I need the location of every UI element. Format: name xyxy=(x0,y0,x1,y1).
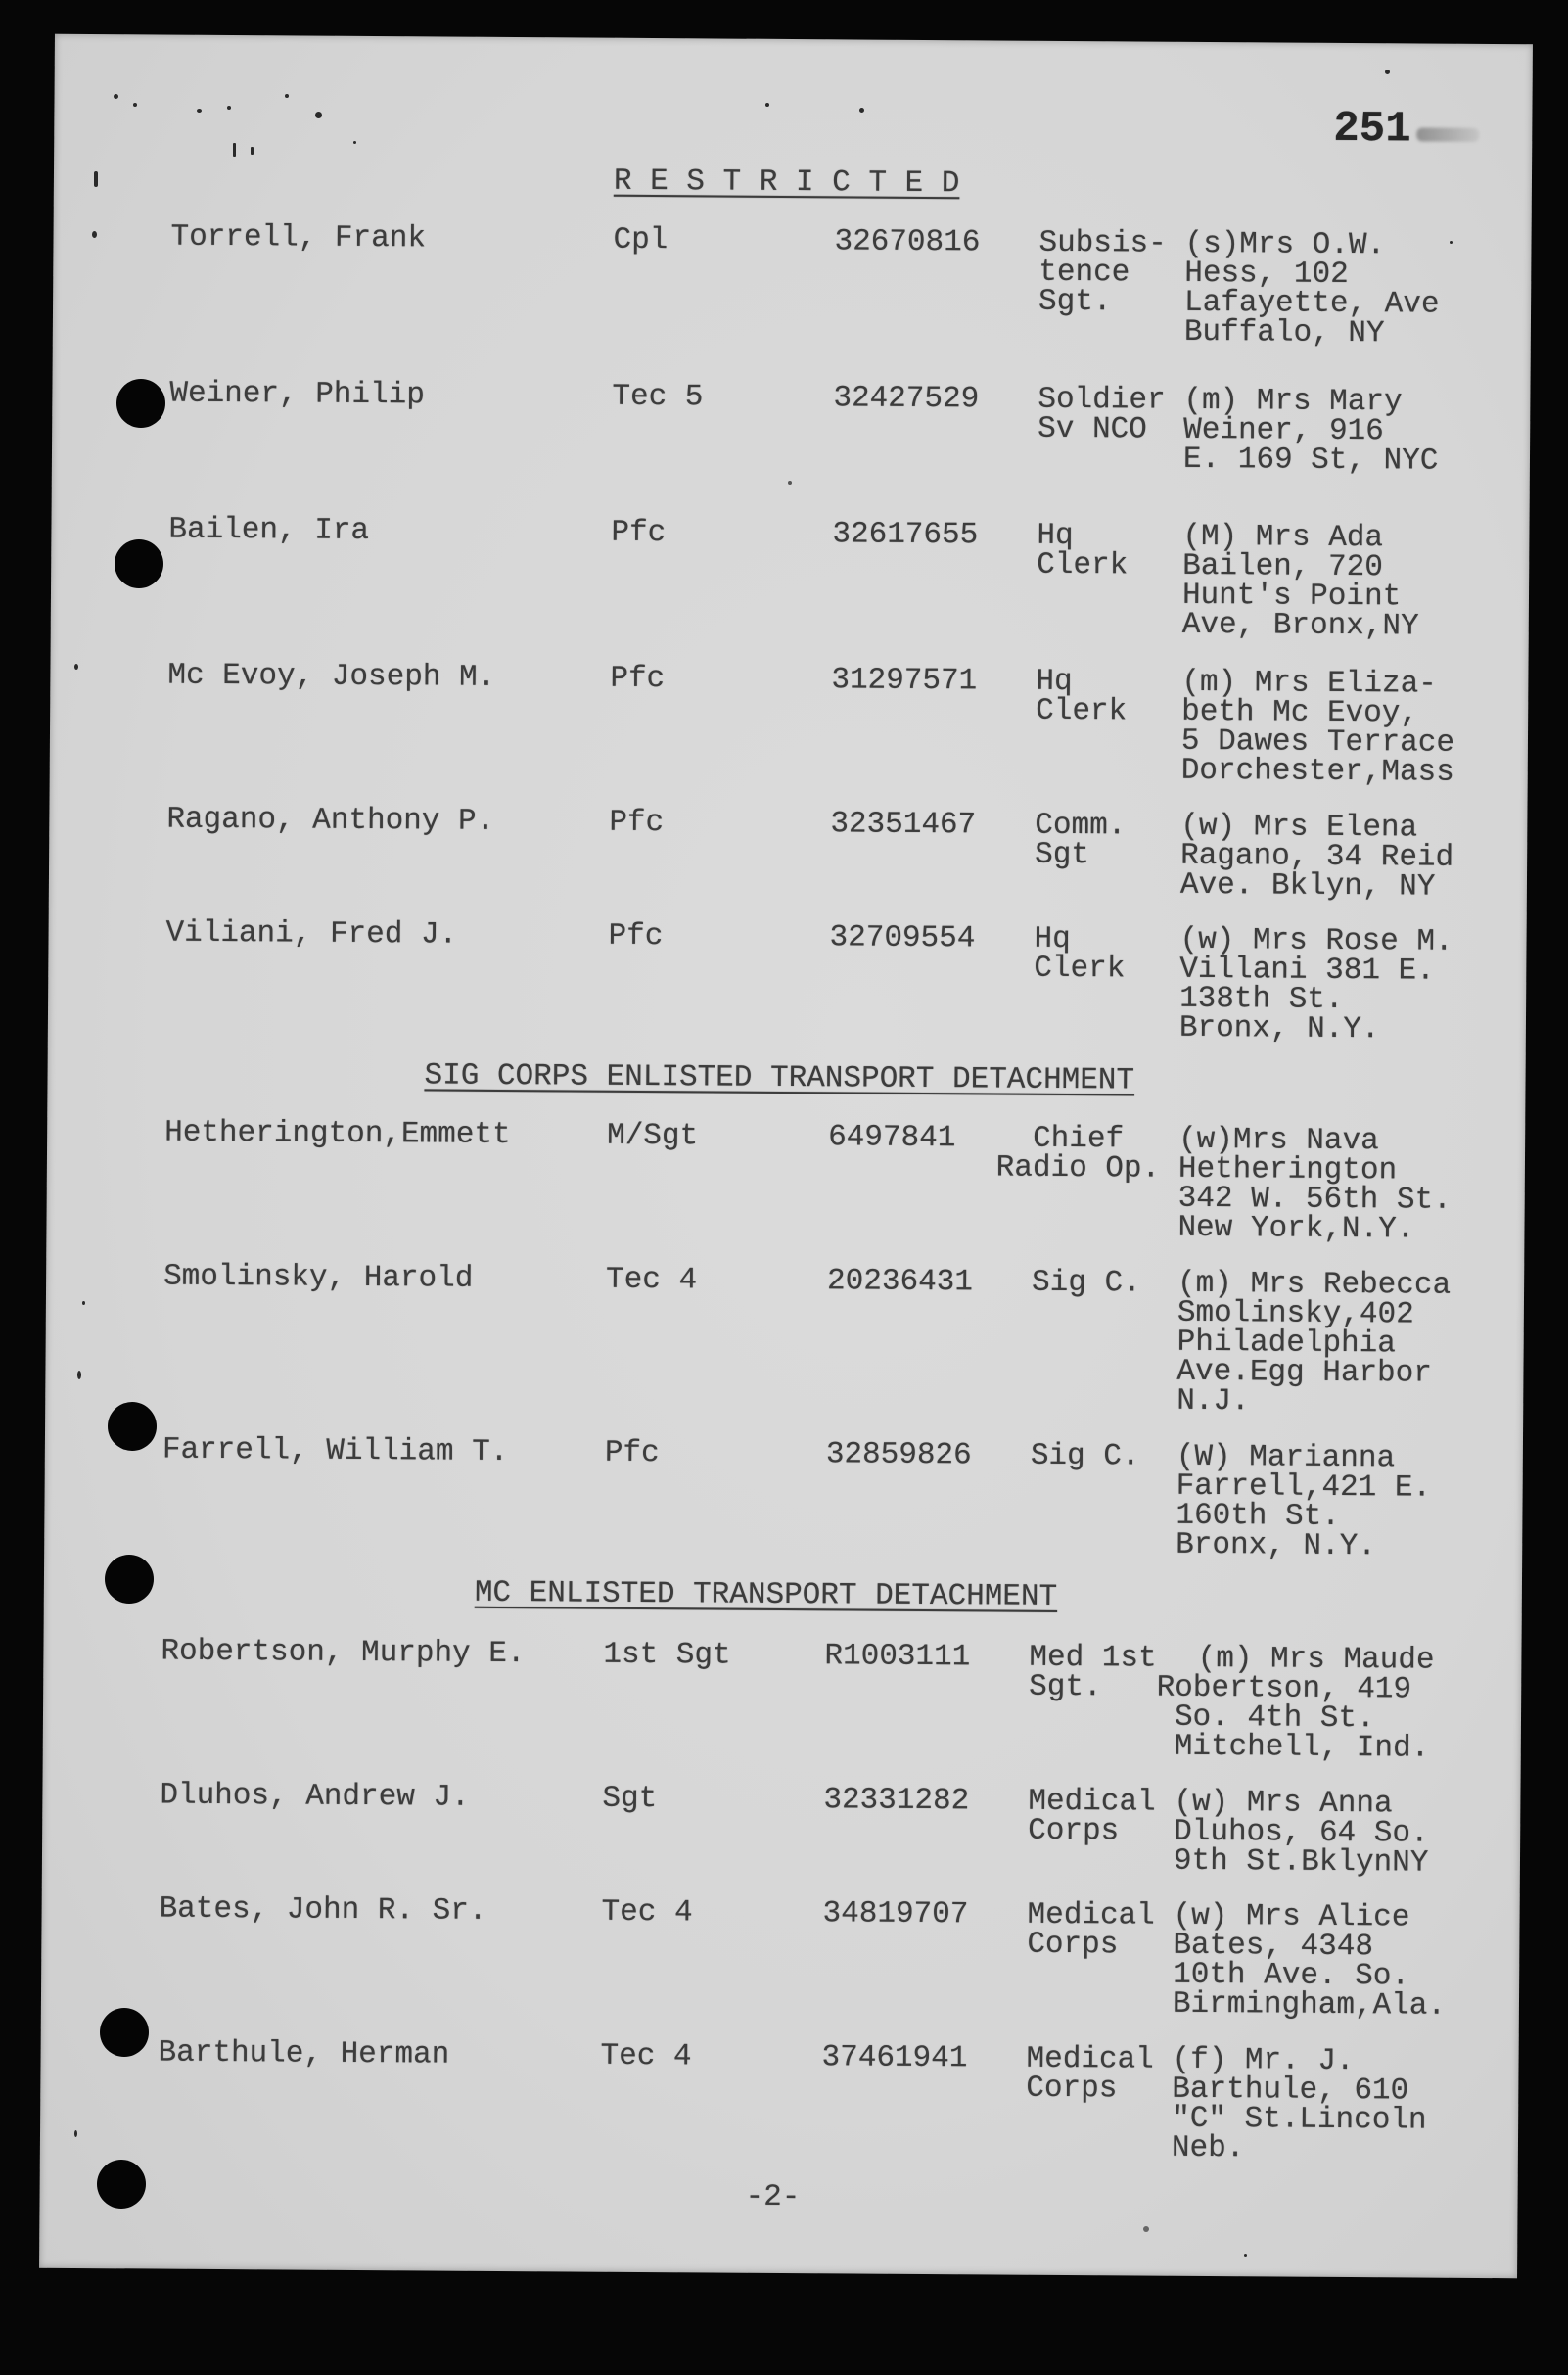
next-of-kin xyxy=(1156,1641,1508,1766)
next-of-kin-line: Dluhos, 64 So. xyxy=(1174,1814,1429,1851)
serial-number: R1003111 xyxy=(824,1639,971,1675)
duty-line: Sig C. xyxy=(1030,1438,1140,1474)
duty-line: Corps xyxy=(1028,1813,1120,1849)
next-of-kin-line: Neb. xyxy=(1171,2130,1245,2166)
next-of-kin-line: N.J. xyxy=(1176,1383,1250,1420)
rank: Pfc xyxy=(610,661,666,697)
roster-row xyxy=(161,1432,1509,1564)
duty-line: Sgt. xyxy=(1038,284,1112,320)
next-of-kin-line: (w) Mrs Rose M. xyxy=(1179,922,1453,959)
duty-assignment xyxy=(1027,1897,1174,2020)
duty-line: Sgt. xyxy=(1029,1669,1102,1705)
next-of-kin-line: Farrell,421 E. xyxy=(1176,1468,1432,1506)
rank: Tec 4 xyxy=(605,1262,698,1298)
roster-row xyxy=(167,658,1515,790)
speck xyxy=(1385,70,1390,74)
rank: Sgt xyxy=(602,1781,658,1817)
page-number: 251 xyxy=(1333,104,1411,155)
classification-heading: R E S T R I C T E D xyxy=(613,163,960,202)
duty-line: Soldier xyxy=(1038,382,1166,418)
speck xyxy=(92,231,97,238)
punch-hole xyxy=(108,1402,157,1451)
speck xyxy=(114,94,118,99)
next-of-kin xyxy=(1181,519,1516,644)
roster-row xyxy=(165,915,1513,1048)
soldier-name: Torrell, Frank xyxy=(170,219,427,256)
serial-number: 34819707 xyxy=(822,1896,969,1933)
soldier-name: Mc Evoy, Joseph M. xyxy=(167,658,496,695)
serial-number: 32427529 xyxy=(833,381,980,417)
next-of-kin-line: Hunt's Point xyxy=(1181,578,1402,615)
speck xyxy=(77,1371,81,1379)
next-of-kin-line: Barthule, 610 xyxy=(1172,2072,1409,2109)
next-of-kin-line: Ave. Bklyn, NY xyxy=(1179,867,1436,905)
roster-row xyxy=(159,1891,1506,2024)
next-of-kin xyxy=(1183,226,1518,351)
rank: Cpl xyxy=(613,222,669,258)
next-of-kin-line: E. 169 St, NYC xyxy=(1182,442,1439,479)
rank: M/Sgt xyxy=(607,1118,699,1154)
soldier-name: Ragano, Anthony P. xyxy=(166,802,495,839)
next-of-kin-line: Mitchell, Ind. xyxy=(1174,1729,1430,1766)
rank: Tec 4 xyxy=(600,2038,692,2074)
next-of-kin-line: So. 4th St. xyxy=(1174,1700,1375,1737)
section-heading: SIG CORPS ENLISTED TRANSPORT DETACHMENT xyxy=(424,1058,1135,1098)
speck xyxy=(197,109,202,113)
rank: Tec 5 xyxy=(612,379,704,415)
next-of-kin-line: 138th St. xyxy=(1179,981,1344,1017)
soldier-name: Dluhos, Andrew J. xyxy=(160,1778,470,1815)
next-of-kin xyxy=(1179,809,1514,905)
serial-number: 32351467 xyxy=(830,807,977,843)
next-of-kin-line: Weiner, 916 xyxy=(1183,412,1384,449)
duty-assignment xyxy=(1038,382,1184,475)
next-of-kin-line: Robertson, 419 xyxy=(1156,1670,1412,1707)
punch-hole xyxy=(100,2008,149,2057)
speck xyxy=(353,141,356,144)
next-of-kin-line: (f) Mr. J. xyxy=(1172,2042,1355,2079)
rank: Pfc xyxy=(604,1435,660,1471)
duty-assignment xyxy=(1038,225,1185,348)
speck xyxy=(94,171,98,187)
next-of-kin-line: 9th St.BklynNY xyxy=(1173,1843,1429,1881)
roster-row xyxy=(162,1259,1510,1420)
speck xyxy=(133,103,137,107)
next-of-kin-line: Buffalo, NY xyxy=(1183,314,1385,351)
next-of-kin-line: Bronx, N.Y. xyxy=(1176,1527,1376,1564)
serial-number: 32331282 xyxy=(823,1783,970,1819)
duty-line: Hq xyxy=(1037,518,1074,554)
speck xyxy=(74,664,78,670)
duty-line: Medical xyxy=(1027,1897,1155,1933)
duty-assignment xyxy=(1031,1265,1177,1417)
rank: Pfc xyxy=(608,918,664,955)
rank: Tec 4 xyxy=(601,1894,693,1931)
duty-assignment xyxy=(1026,2041,1173,2164)
next-of-kin-line: 342 W. 56th St. xyxy=(1177,1181,1452,1218)
next-of-kin xyxy=(1178,922,1513,1048)
duty-assignment xyxy=(995,1121,1178,1243)
soldier-name: Hetherington,Emmett xyxy=(164,1115,511,1153)
duty-line: Clerk xyxy=(1037,547,1129,583)
next-of-kin-line: Bates, 4348 xyxy=(1173,1928,1374,1965)
duty-line: Comm. xyxy=(1035,808,1127,844)
rank: Pfc xyxy=(609,805,665,841)
serial-number: 6497841 xyxy=(828,1120,956,1156)
next-of-kin-line: (s)Mrs O.W. xyxy=(1184,226,1386,263)
next-of-kin-line: Ave, Bronx,NY xyxy=(1181,607,1419,644)
next-of-kin xyxy=(1171,2042,1505,2166)
duty-line: Med 1st xyxy=(1029,1640,1157,1676)
roster-row xyxy=(166,802,1514,905)
next-of-kin-line: Ragano, 34 Reid xyxy=(1180,838,1454,875)
soldier-name: Bates, John R. Sr. xyxy=(159,1891,487,1929)
duty-assignment xyxy=(1030,1438,1176,1560)
punch-hole xyxy=(116,379,165,428)
document-page xyxy=(39,34,1533,2278)
speck xyxy=(285,94,289,98)
roster-row xyxy=(168,512,1516,644)
next-of-kin-line: (w)Mrs Nava xyxy=(1178,1122,1379,1159)
punch-hole xyxy=(97,2160,146,2209)
next-of-kin-line: Dorchester,Mass xyxy=(1180,753,1454,790)
next-of-kin-line: Bailen, 720 xyxy=(1182,548,1383,585)
duty-assignment xyxy=(1037,518,1183,640)
serial-number: 31297571 xyxy=(831,663,978,699)
next-of-kin-line: Ave.Egg Harbor xyxy=(1176,1354,1433,1391)
next-of-kin-line: (W) Marianna xyxy=(1176,1439,1396,1476)
serial-number: 32859826 xyxy=(825,1437,972,1473)
next-of-kin-line: Birmingham,Ala. xyxy=(1172,1986,1447,2024)
next-of-kin xyxy=(1176,1266,1510,1420)
next-of-kin-line: New York,N.Y. xyxy=(1177,1210,1415,1247)
speck xyxy=(1450,241,1453,244)
serial-number: 37461941 xyxy=(821,2040,968,2076)
punch-hole xyxy=(115,539,163,588)
duty-line: Medical xyxy=(1026,2041,1154,2077)
next-of-kin xyxy=(1182,383,1517,479)
soldier-name: Weiner, Philip xyxy=(169,376,425,413)
next-of-kin xyxy=(1177,1122,1511,1247)
duty-line: Medical xyxy=(1028,1784,1156,1820)
speck xyxy=(859,108,864,113)
serial-number: 32617655 xyxy=(832,517,979,553)
next-of-kin-line: Philadelphia xyxy=(1176,1325,1397,1362)
next-of-kin-line: Hetherington xyxy=(1177,1151,1398,1188)
speck xyxy=(74,2130,77,2137)
speck xyxy=(233,143,236,157)
next-of-kin xyxy=(1176,1439,1509,1564)
next-of-kin xyxy=(1172,1898,1506,2024)
next-of-kin xyxy=(1173,1785,1507,1881)
next-of-kin-line: (M) Mrs Ada xyxy=(1182,519,1384,556)
duty-assignment xyxy=(1035,808,1181,901)
duty-assignment xyxy=(1028,1784,1175,1877)
soldier-name: Viliani, Fred J. xyxy=(165,915,458,953)
next-of-kin-line: "C" St.Lincoln xyxy=(1172,2101,1427,2138)
duty-line: Sv NCO xyxy=(1038,411,1147,447)
next-of-kin-line: (m) Mrs Rebecca xyxy=(1176,1266,1452,1303)
speck xyxy=(315,112,322,118)
speck xyxy=(251,147,254,155)
duty-line: tence xyxy=(1038,255,1130,291)
serial-number: 20236431 xyxy=(826,1264,974,1300)
roster-row xyxy=(170,219,1518,351)
roster-row xyxy=(161,1634,1508,1766)
next-of-kin-line: (m) Mrs Mary xyxy=(1183,383,1403,420)
next-of-kin-line: Smolinsky,402 xyxy=(1176,1295,1414,1332)
soldier-name: Bailen, Ira xyxy=(168,512,370,549)
speck xyxy=(227,106,231,110)
duty-line: Hq xyxy=(1034,921,1071,957)
next-of-kin xyxy=(1180,665,1515,790)
section-heading: MC ENLISTED TRANSPORT DETACHMENT xyxy=(474,1575,1058,1614)
duty-line: Chief xyxy=(1033,1121,1125,1157)
next-of-kin-line: (w) Mrs Alice xyxy=(1173,1898,1410,1935)
next-of-kin-line: Villani 381 E. xyxy=(1179,952,1435,989)
page-footer-number: -2- xyxy=(745,2179,801,2215)
serial-number: 32709554 xyxy=(829,920,976,956)
next-of-kin-line: (m) Mrs Maude xyxy=(1197,1641,1435,1678)
speck xyxy=(788,481,792,485)
punch-hole xyxy=(105,1555,154,1604)
speck xyxy=(1143,2226,1149,2232)
next-of-kin-line: (w) Mrs Anna xyxy=(1174,1785,1393,1822)
duty-assignment xyxy=(1036,664,1182,786)
next-of-kin-line: 10th Ave. So. xyxy=(1173,1957,1410,1994)
rank: 1st Sgt xyxy=(603,1637,731,1673)
duty-line: Radio Op. xyxy=(995,1150,1161,1187)
soldier-name: Robertson, Murphy E. xyxy=(161,1634,526,1672)
duty-line: Sig C. xyxy=(1031,1265,1141,1301)
roster-row xyxy=(158,2035,1505,2166)
serial-number: 32670816 xyxy=(834,224,981,260)
next-of-kin-line: Hess, 102 xyxy=(1184,256,1349,292)
duty-line: Hq xyxy=(1036,664,1073,700)
duty-line: Clerk xyxy=(1036,693,1128,729)
duty-assignment xyxy=(1034,921,1180,1044)
roster-row xyxy=(163,1115,1511,1247)
duty-line: Sgt xyxy=(1035,837,1090,873)
roster-row xyxy=(160,1778,1507,1881)
soldier-name: Farrell, William T. xyxy=(161,1432,509,1470)
next-of-kin-line: (m) Mrs Eliza- xyxy=(1181,665,1437,702)
roster-row xyxy=(169,376,1517,479)
next-of-kin-line: Bronx, N.Y. xyxy=(1178,1010,1380,1048)
next-of-kin-line: 5 Dawes Terrace xyxy=(1180,723,1455,761)
speck xyxy=(82,1301,85,1305)
duty-line: Corps xyxy=(1026,2071,1118,2107)
next-of-kin-line: (w) Mrs Elena xyxy=(1180,809,1418,846)
duty-line: Subsis- xyxy=(1038,225,1167,261)
duty-assignment xyxy=(1029,1640,1176,1762)
duty-line: Corps xyxy=(1027,1927,1119,1963)
next-of-kin-line: beth Mc Evoy, xyxy=(1181,694,1419,731)
next-of-kin-line: 160th St. xyxy=(1176,1498,1341,1534)
soldier-name: Smolinsky, Harold xyxy=(163,1259,474,1296)
duty-line: Clerk xyxy=(1034,951,1126,987)
speck xyxy=(1244,2254,1247,2257)
ink-smear xyxy=(1416,127,1479,141)
soldier-name: Barthule, Herman xyxy=(158,2035,450,2072)
speck xyxy=(765,103,769,107)
rank: Pfc xyxy=(611,515,667,551)
next-of-kin-line: Lafayette, Ave xyxy=(1183,285,1440,322)
